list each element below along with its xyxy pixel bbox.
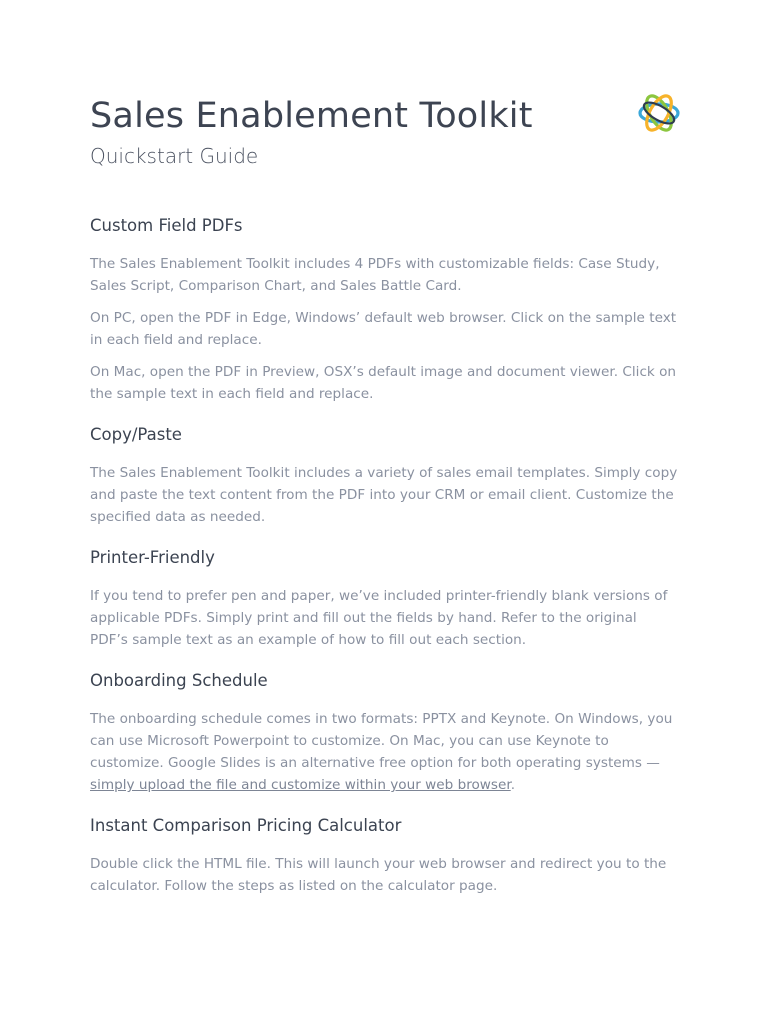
document-body — [90, 212, 678, 913]
section-custom-field-pdfs — [90, 212, 678, 405]
paragraph: On PC, open the PDF in Edge, Windows’ default web browser. Click on the sample text in each field and replace. — [90, 310, 677, 348]
paragraph: On Mac, open the PDF in Preview, OSX’s default image and document viewer. Click on the sample text in each field and replace. — [90, 364, 677, 402]
paragraph — [90, 708, 678, 796]
page-title: Sales Enablement Toolkit — [90, 96, 533, 136]
section-heading: Custom Field PDFs — [90, 216, 243, 235]
section-heading: Instant Comparison Pricing Calculator — [90, 816, 402, 835]
section-printer-friendly — [90, 544, 678, 651]
section-pricing-calculator — [90, 812, 678, 897]
section-onboarding-schedule — [90, 667, 678, 796]
paragraph: Double click the HTML file. This will launch your web browser and redirect you to the calculator. Follow the steps as listed on the calculator page. — [90, 856, 667, 894]
upload-file-link[interactable]: simply upload the file and customize within your web browser — [90, 777, 511, 793]
orbit-rings-logo-icon — [636, 90, 682, 136]
section-copy-paste — [90, 421, 678, 528]
paragraph-text: The onboarding schedule comes in two formats: PPTX and Keynote. On Windows, you can use Microsoft Powerpoint to customize. On Mac, you can use Keynote to customize. Google Slides is an alternative free option for both operating systems — — [90, 711, 673, 771]
paragraph-text-end: . — [510, 777, 516, 793]
section-heading: Copy/Paste — [90, 425, 182, 444]
paragraph: The Sales Enablement Toolkit includes 4 PDFs with customizable fields: Case Study, Sales Script, Comparison Chart, and Sales Battle Card. — [90, 256, 660, 294]
paragraph: If you tend to prefer pen and paper, we’ve included printer-friendly blank versions of applicable PDFs. Simply print and fill out the fields by hand. Refer to the original PDF’s sample text as an example of how to fill out each section. — [90, 588, 668, 648]
document-header — [90, 92, 680, 170]
section-heading: Printer-Friendly — [90, 548, 215, 567]
page-subtitle: Quickstart Guide — [90, 144, 259, 168]
section-heading: Onboarding Schedule — [90, 671, 268, 690]
paragraph: The Sales Enablement Toolkit includes a variety of sales email templates. Simply copy and paste the text content from the PDF into your CRM or email client. Customize the specified data as needed. — [90, 465, 678, 525]
